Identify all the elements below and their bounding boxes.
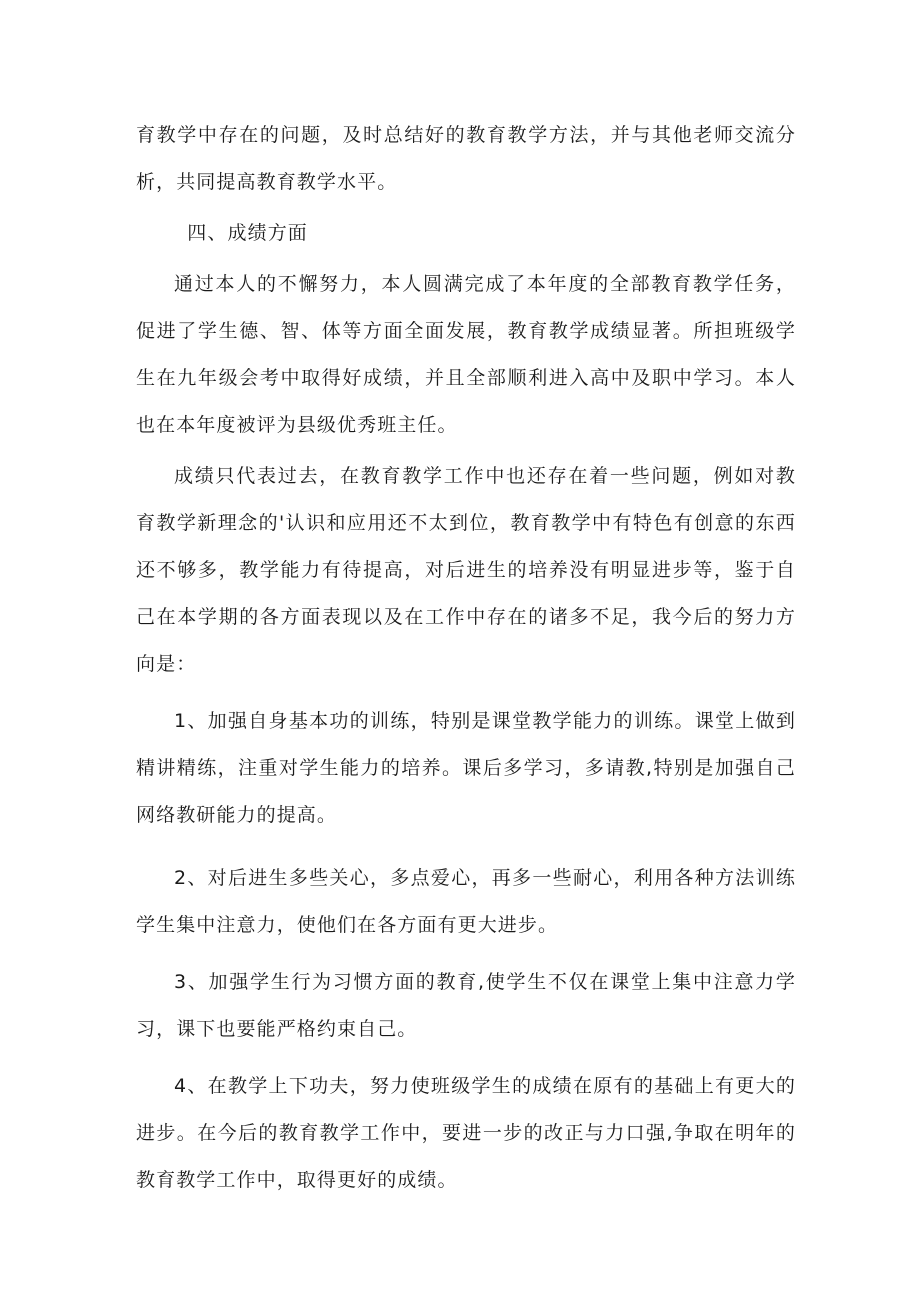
document-body xyxy=(136,112,796,1204)
list-item-4: 4、在教学上下功夫，努力使班级学生的成绩在原有的基础上有更大的进步。在今后的教育教学工作中，要进一步的改正与力口强,争取在明年的教育教学工作中，取得更好的成绩。 xyxy=(136,1075,796,1191)
list-item-3: 3、加强学生行为习惯方面的教育,使学生不仅在课堂上集中注意力学习，课下也要能严格约束自己。 xyxy=(136,971,796,1040)
list-item-1: 1、加强自身基本功的训练，特别是课堂教学能力的训练。课堂上做到精讲精练，注重对学生能力的培养。课后多学习，多请教,特别是加强自己网络教研能力的提高。 xyxy=(136,710,796,826)
list-item-2: 2、对后进生多些关心，多点爱心，再多一些耐心，利用各种方法训练学生集中注意力，使他们在各方面有更大进步。 xyxy=(136,867,796,936)
paragraph-shortcomings: 成绩只代表过去，在教育教学工作中也还存在着一些问题，例如对教育教学新理念的'认识和应用还不太到位，教育教学中有特色有创意的东西还不够多，教学能力有待提高，对后进生的培养没有明显进步等，鉴于自己在本学期的各方面表现以及在工作中存在的诸多不足，我今后的努力方向是： xyxy=(136,465,796,675)
paragraph-achievements: 通过本人的不懈努力，本人圆满完成了本年度的全部教育教学任务，促进了学生德、智、体等方面全面发展，教育教学成绩显著。所担班级学生在九年级会考中取得好成绩，并且全部顺利进入高中及职中学习。本人也在本年度被评为县级优秀班主任。 xyxy=(136,273,796,436)
paragraph-continuation: 育教学中存在的问题，及时总结好的教育教学方法，并与其他老师交流分析，共同提高教育教学水平。 xyxy=(136,124,796,193)
section-heading-achievements: 四、成绩方面 xyxy=(187,222,308,244)
